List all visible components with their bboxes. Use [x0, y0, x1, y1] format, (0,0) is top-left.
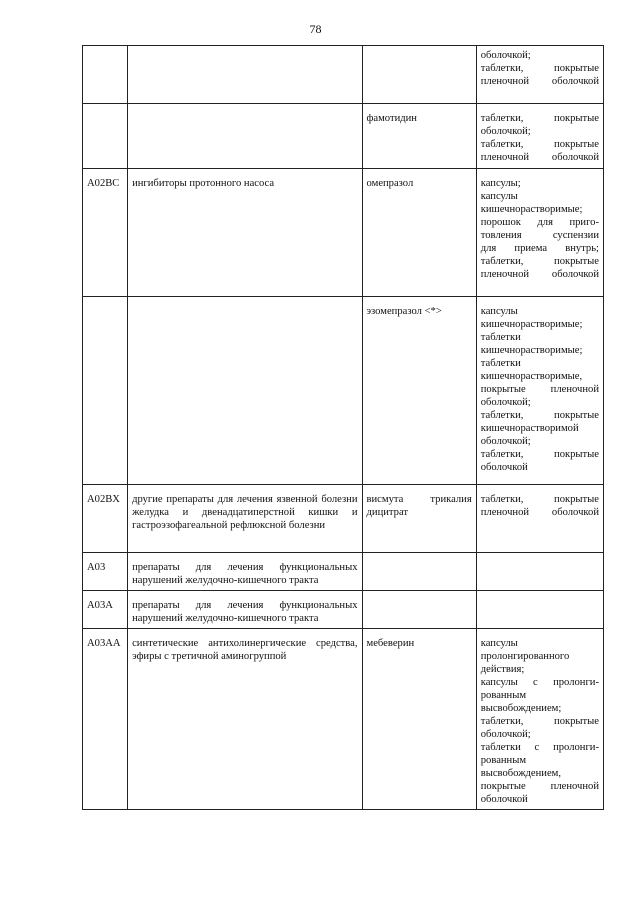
atc-code-cell [83, 297, 128, 485]
pharmacological-group-cell [128, 46, 362, 104]
dosage-form-line: кишечнорастворимой [480, 423, 579, 434]
dosage-form-line: кишечнорастворимые; [480, 345, 583, 356]
dosage-form-line: оболочкой; [480, 126, 531, 137]
atc-code-cell [83, 46, 128, 104]
atc-code-cell: A03AA [83, 629, 128, 810]
dosage-form-line: рованным [480, 690, 527, 701]
dosage-form-line: капсулы [480, 306, 518, 317]
drug-name-cell [362, 553, 476, 591]
pharmacological-group-cell: другие препараты для лечения язвенной болезни желудка и двенадцатиперстной кишки и гастроэзофагеальной рефлюксной болезни [128, 485, 362, 553]
page-number: 78 [309, 22, 322, 36]
atc-code-cell: A02BX [83, 485, 128, 553]
dosage-form-line: высвобождением; [480, 703, 562, 714]
dosage-form-line: капсулы; [480, 178, 521, 189]
pharmacological-group-cell: ингибиторы протонного насоса [128, 169, 362, 297]
drug-name-cell: фамотидин [362, 104, 476, 169]
table-row [83, 169, 604, 297]
dosage-form-cell [476, 485, 603, 553]
pharmacological-group-cell: препараты для лечения функциональных нарушений желудочно-кишечного тракта [128, 591, 362, 629]
table-row [83, 297, 604, 485]
dosage-form-cell [476, 169, 603, 297]
drug-name-cell [362, 46, 476, 104]
table-row [83, 591, 604, 629]
atc-code-cell: A03A [83, 591, 128, 629]
dosage-form-line: таблетки, покрытые [480, 139, 599, 150]
dosage-form-cell [476, 553, 603, 591]
dosage-form-line: капсулы [480, 638, 518, 649]
atc-code-cell: A03 [83, 553, 128, 591]
atc-code-cell [83, 104, 128, 169]
drug-table [82, 45, 604, 810]
dosage-form-line: пленочной оболочкой [480, 76, 599, 87]
dosage-form-line: таблетки [480, 358, 521, 369]
dosage-form-line: капсулы с пролонги- [480, 677, 599, 688]
dosage-form-line: действия; [480, 664, 525, 675]
drug-name-cell: висмута трикалия дицитрат [362, 485, 476, 553]
dosage-form-line: кишечнорастворимые; [480, 319, 583, 330]
table-row [83, 629, 604, 810]
dosage-form-cell [476, 629, 603, 810]
dosage-form-line: товления суспензии [480, 230, 599, 241]
dosage-form-line: оболочкой [480, 794, 528, 805]
dosage-form-line: покрытые пленочной [480, 384, 599, 395]
atc-code-cell: A02BC [83, 169, 128, 297]
dosage-form-line: покрытые пленочной [480, 781, 599, 792]
dosage-form-line: кишечнорастворимые, [480, 371, 583, 382]
dosage-form-line: таблетки, покрытые [480, 449, 599, 460]
dosage-form-line: оболочкой; [480, 50, 531, 61]
dosage-form-cell [476, 46, 603, 104]
dosage-form-line: таблетки, покрытые [480, 410, 599, 421]
drug-name-cell: эзомепразол <*> [362, 297, 476, 485]
dosage-form-line: капсулы [480, 191, 518, 202]
dosage-form-line: таблетки с пролонги- [480, 742, 599, 753]
dosage-form-line: рованным [480, 755, 527, 766]
dosage-form-cell [476, 297, 603, 485]
table-row [83, 46, 604, 104]
table-row [83, 485, 604, 553]
pharmacological-group-cell [128, 297, 362, 485]
dosage-form-line: пролонгированного [480, 651, 570, 662]
dosage-form-line: оболочкой; [480, 729, 531, 740]
dosage-form-line: оболочкой; [480, 397, 531, 408]
pharmacological-group-cell [128, 104, 362, 169]
dosage-form-line: для приема внутрь; [480, 243, 599, 254]
dosage-form-line: пленочной оболочкой [480, 269, 599, 280]
dosage-form-line: оболочкой; [480, 436, 531, 447]
dosage-form-line: таблетки, покрытые [480, 494, 599, 505]
dosage-form-line: высвобождением, [480, 768, 562, 779]
dosage-form-line: оболочкой [480, 462, 528, 473]
dosage-form-line: пленочной оболочкой [480, 152, 599, 163]
pharmacological-group-cell: препараты для лечения функциональных нарушений желудочно-кишечного тракта [128, 553, 362, 591]
dosage-form-line: таблетки, покрытые [480, 256, 599, 267]
dosage-form-line: таблетки, покрытые [480, 113, 599, 124]
table-row [83, 553, 604, 591]
drug-name-cell: омепразол [362, 169, 476, 297]
drug-name-cell [362, 591, 476, 629]
dosage-form-line: порошок для приго- [480, 217, 599, 228]
dosage-form-cell [476, 591, 603, 629]
dosage-form-line: таблетки [480, 332, 521, 343]
dosage-form-line: таблетки, покрытые [480, 716, 599, 727]
dosage-form-cell [476, 104, 603, 169]
dosage-form-line: кишечнорастворимые; [480, 204, 583, 215]
dosage-form-line: таблетки, покрытые [480, 63, 599, 74]
drug-name-cell: мебеверин [362, 629, 476, 810]
pharmacological-group-cell: синтетические антихолинергические средства, эфиры с третичной аминогруппой [128, 629, 362, 810]
table-row [83, 104, 604, 169]
dosage-form-line: пленочной оболочкой [480, 507, 599, 518]
